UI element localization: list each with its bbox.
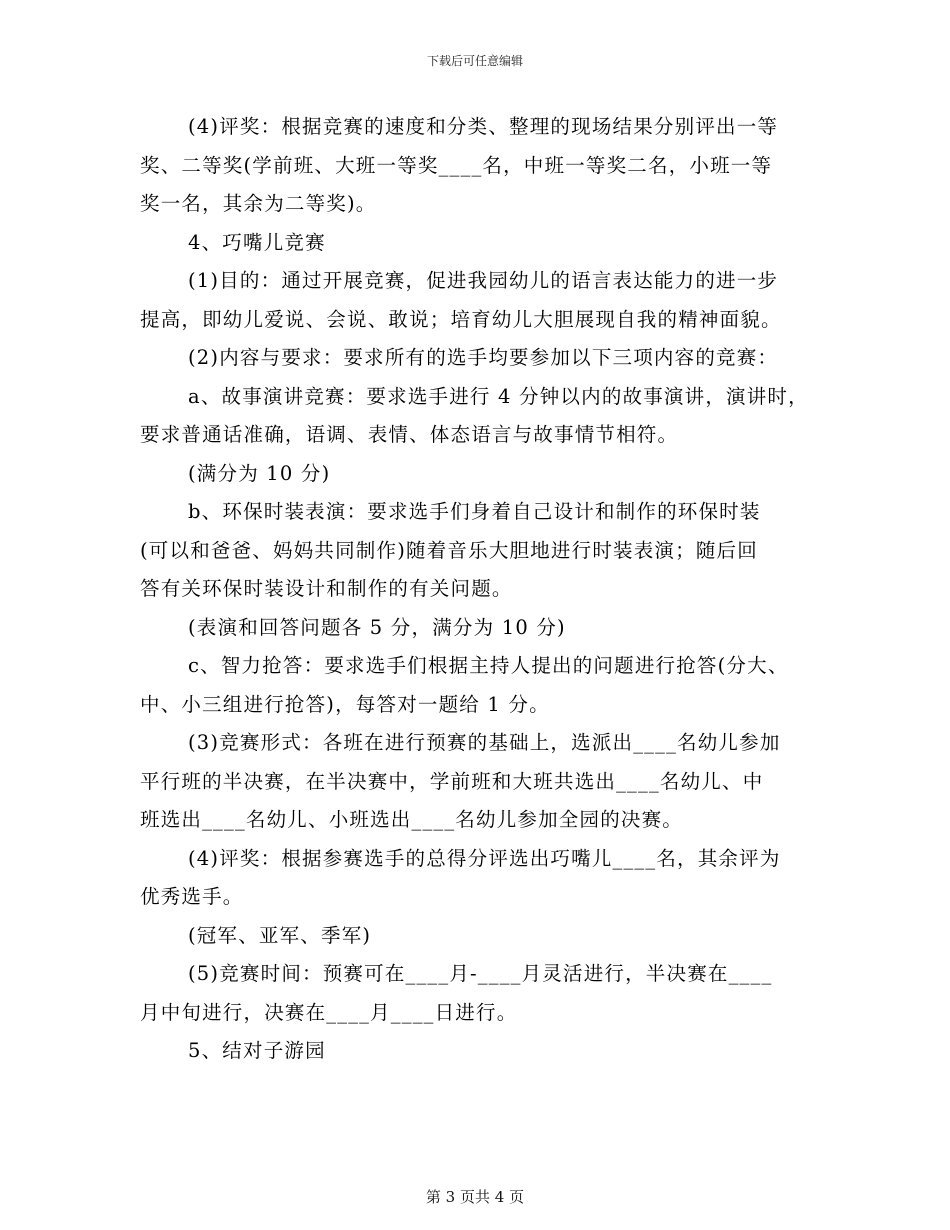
text-line: 提高，即幼儿爱说、会说、敢说；培育幼儿大胆展现自我的精神面貌。 (140, 307, 782, 331)
text-line: (1)目的：通过开展竞赛，促进我园幼儿的语言表达能力的进一步 (188, 269, 779, 292)
page-header: 下载后可任意编辑 (426, 54, 523, 68)
text-line: (4)评奖：根据竞赛的速度和分类、整理的现场结果分别评出一等 (188, 115, 779, 138)
text-line: 优秀选手。 (140, 885, 244, 908)
section-heading: 5、结对子游园 (188, 1039, 326, 1062)
text-line: 答有关环保时装设计和制作的有关问题。 (140, 577, 513, 600)
text-line: (可以和爸爸、妈妈共同制作)随着音乐大胆地进行时装表演；随后回 (140, 538, 758, 562)
document-body (140, 108, 820, 1071)
section-heading: 4、巧嘴儿竞赛 (188, 230, 326, 254)
text-line: 奖一名，其余为二等奖)。 (140, 192, 377, 215)
text-line: (2)内容与要求：要求所有的选手均要参加以下三项内容的竞赛： (188, 346, 779, 369)
text-line: 中、小三组进行抢答)，每答对一题给 1 分。 (140, 692, 550, 716)
text-line: b、环保时装表演：要求选手们身着自己设计和制作的环保时装 (188, 500, 761, 523)
text-line: (表演和回答问题各 5 分，满分为 10 分) (188, 615, 566, 639)
text-line: 月中旬进行，决赛在____月____日进行。 (140, 1000, 518, 1024)
text-line: (满分为 10 分) (188, 461, 331, 485)
text-line: 奖、二等奖(学前班、大班一等奖____名，中班一等奖二名，小班一等 (140, 153, 773, 177)
text-line: a、故事演讲竞赛：要求选手进行 4 分钟以内的故事演讲，演讲时， (188, 384, 809, 408)
text-line: (4)评奖：根据参赛选手的总得分评选出巧嘴儿____名，其余评为 (188, 846, 781, 870)
text-line: (3)竞赛形式：各班在进行预赛的基础上，选派出____名幼儿参加 (188, 731, 781, 754)
text-line: 班选出____名幼儿、小班选出____名幼儿参加全园的决赛。 (140, 808, 684, 831)
text-line: 要求普通话准确，语调、表情、体态语言与故事情节相符。 (140, 423, 679, 446)
text-line: 平行班的半决赛，在半决赛中，学前班和大班共选出____名幼儿、中 (140, 769, 764, 793)
text-line: (冠军、亚军、季军) (188, 923, 372, 947)
text-line: c、智力抢答：要求选手们根据主持人提出的问题进行抢答(分大、 (188, 654, 789, 677)
text-line: (5)竞赛时间：预赛可在____月-____月灵活进行，半决赛在____ (188, 962, 773, 985)
page-footer: 第 3 页共 4 页 (425, 1188, 525, 1206)
